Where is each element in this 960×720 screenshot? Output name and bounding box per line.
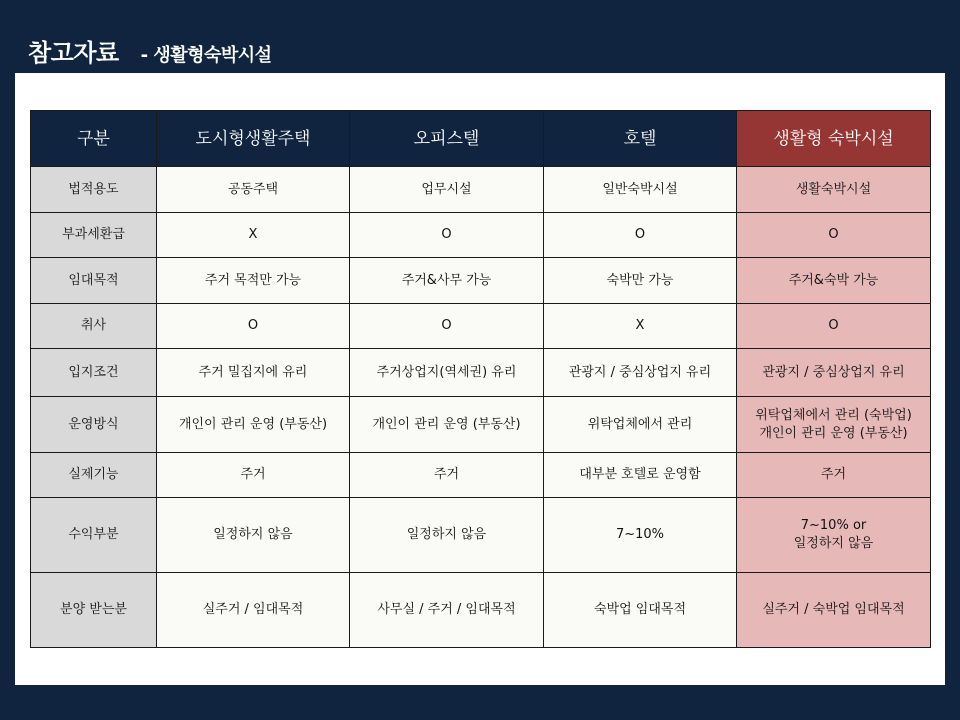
page-title-sub: - 생활형숙박시설 xyxy=(140,45,272,66)
cell-text: X xyxy=(248,227,258,242)
table-row xyxy=(31,397,931,453)
table-row xyxy=(31,573,931,648)
table-cell xyxy=(157,453,350,498)
cell-text: 일정하지 않음 xyxy=(213,527,293,542)
table-cell xyxy=(157,349,350,397)
table-cell xyxy=(157,397,350,453)
content-panel xyxy=(15,73,945,685)
table-cell xyxy=(157,167,350,213)
table-cell xyxy=(350,573,544,648)
cell-text: 생활숙박시설 xyxy=(795,181,872,197)
cell-text: 일정하지 않음 xyxy=(793,536,874,551)
table-row xyxy=(31,498,931,573)
row-header: 부과세환급 xyxy=(31,213,157,258)
table-cell xyxy=(544,573,737,648)
table-cell xyxy=(737,304,931,349)
table-cell xyxy=(737,349,931,397)
table-cell xyxy=(544,498,737,573)
cell-text: 대부분 호텔로 운영함 xyxy=(579,467,701,482)
row-header: 운영방식 xyxy=(31,397,157,453)
table-cell xyxy=(544,213,737,258)
table-cell xyxy=(737,453,931,498)
cell-text: O xyxy=(441,227,452,242)
table-cell xyxy=(350,213,544,258)
table-cell xyxy=(544,397,737,453)
cell-text: 주거&사무 가능 xyxy=(401,272,492,288)
table-cell xyxy=(737,573,931,648)
table-cell xyxy=(544,258,737,304)
table-cell xyxy=(157,498,350,573)
table-row xyxy=(31,349,931,397)
table-cell xyxy=(157,304,350,349)
row-header: 입지조건 xyxy=(31,349,157,397)
table-cell xyxy=(350,349,544,397)
table-row xyxy=(31,258,931,304)
cell-text: 주거 밀집지에 유리 xyxy=(198,364,308,380)
cell-text: 개인이 관리 운영 (부동산) xyxy=(759,425,908,441)
table-cell xyxy=(350,397,544,453)
table-cell xyxy=(350,498,544,573)
page-title xyxy=(28,33,272,68)
cell-text: O xyxy=(828,318,839,333)
cell-text: 주거 목적만 가능 xyxy=(204,272,302,288)
header-officetel: 오피스텔 xyxy=(350,111,544,167)
row-header: 법적용도 xyxy=(31,167,157,213)
cell-text: 위탁업체에서 관리 (숙박업) xyxy=(755,407,912,423)
table-cell xyxy=(737,213,931,258)
cell-text: 일반숙박시설 xyxy=(602,181,678,197)
page-title-main: 참고자료 xyxy=(28,39,119,67)
cell-text: 7~10% or xyxy=(800,518,867,533)
cell-text: 7~10% xyxy=(615,527,665,542)
row-header: 취사 xyxy=(31,304,157,349)
row-header: 임대목적 xyxy=(31,258,157,304)
cell-text: 실주거 / 숙박업 임대목적 xyxy=(762,602,905,617)
table-row xyxy=(31,304,931,349)
row-header: 분양 받는분 xyxy=(31,573,157,648)
table-cell xyxy=(544,349,737,397)
cell-text: O xyxy=(247,318,259,333)
comparison-table xyxy=(30,110,931,648)
cell-text: O xyxy=(634,227,646,242)
table-cell xyxy=(350,258,544,304)
header-city-housing: 도시형생활주택 xyxy=(157,111,350,167)
cell-text: 위탁업체에서 관리 xyxy=(587,416,693,432)
cell-text: 일정하지 않음 xyxy=(406,527,487,542)
table-cell xyxy=(544,453,737,498)
table-body xyxy=(31,167,931,648)
cell-text: 주거 xyxy=(820,467,847,482)
table-cell xyxy=(157,258,350,304)
cell-text: X xyxy=(635,318,645,333)
cell-text: O xyxy=(441,318,452,333)
cell-text: 주거 xyxy=(240,467,266,482)
cell-text: 공동주택 xyxy=(227,181,279,197)
cell-text: 주거상업지(역세권) 유리 xyxy=(376,364,517,380)
table-cell xyxy=(544,167,737,213)
header-hotel: 호텔 xyxy=(544,111,737,167)
cell-text: 개인이 관리 운영 (부동산) xyxy=(372,416,521,432)
table-row xyxy=(31,167,931,213)
cell-text: 숙박만 가능 xyxy=(606,272,674,288)
table-cell xyxy=(737,498,931,573)
cell-text: 개인이 관리 운영 (부동산) xyxy=(178,416,328,432)
table-cell xyxy=(350,304,544,349)
cell-text: 숙박업 임대목적 xyxy=(593,602,687,617)
table-cell xyxy=(350,167,544,213)
table-row xyxy=(31,213,931,258)
table-cell xyxy=(544,304,737,349)
cell-text: 주거 xyxy=(433,467,460,482)
cell-text: 사무실 / 주거 / 임대목적 xyxy=(377,602,516,617)
cell-text: 실주거 / 임대목적 xyxy=(202,602,304,617)
cell-text: 관광지 / 중심상업지 유리 xyxy=(762,364,905,380)
cell-text: 관광지 / 중심상업지 유리 xyxy=(568,364,712,380)
table-row xyxy=(31,453,931,498)
table-cell xyxy=(737,258,931,304)
table-cell xyxy=(737,397,931,453)
table-cell xyxy=(350,453,544,498)
table-cell xyxy=(737,167,931,213)
table-cell xyxy=(157,573,350,648)
header-residence-lodging: 생활형 숙박시설 xyxy=(737,111,931,167)
cell-text: 주거&숙박 가능 xyxy=(788,272,879,288)
header-category: 구분 xyxy=(31,111,157,167)
cell-text: 업무시설 xyxy=(421,181,472,197)
row-header: 실제기능 xyxy=(31,453,157,498)
table-header-row xyxy=(31,111,931,167)
cell-text: O xyxy=(828,227,839,242)
table-cell xyxy=(157,213,350,258)
row-header: 수익부분 xyxy=(31,498,157,573)
